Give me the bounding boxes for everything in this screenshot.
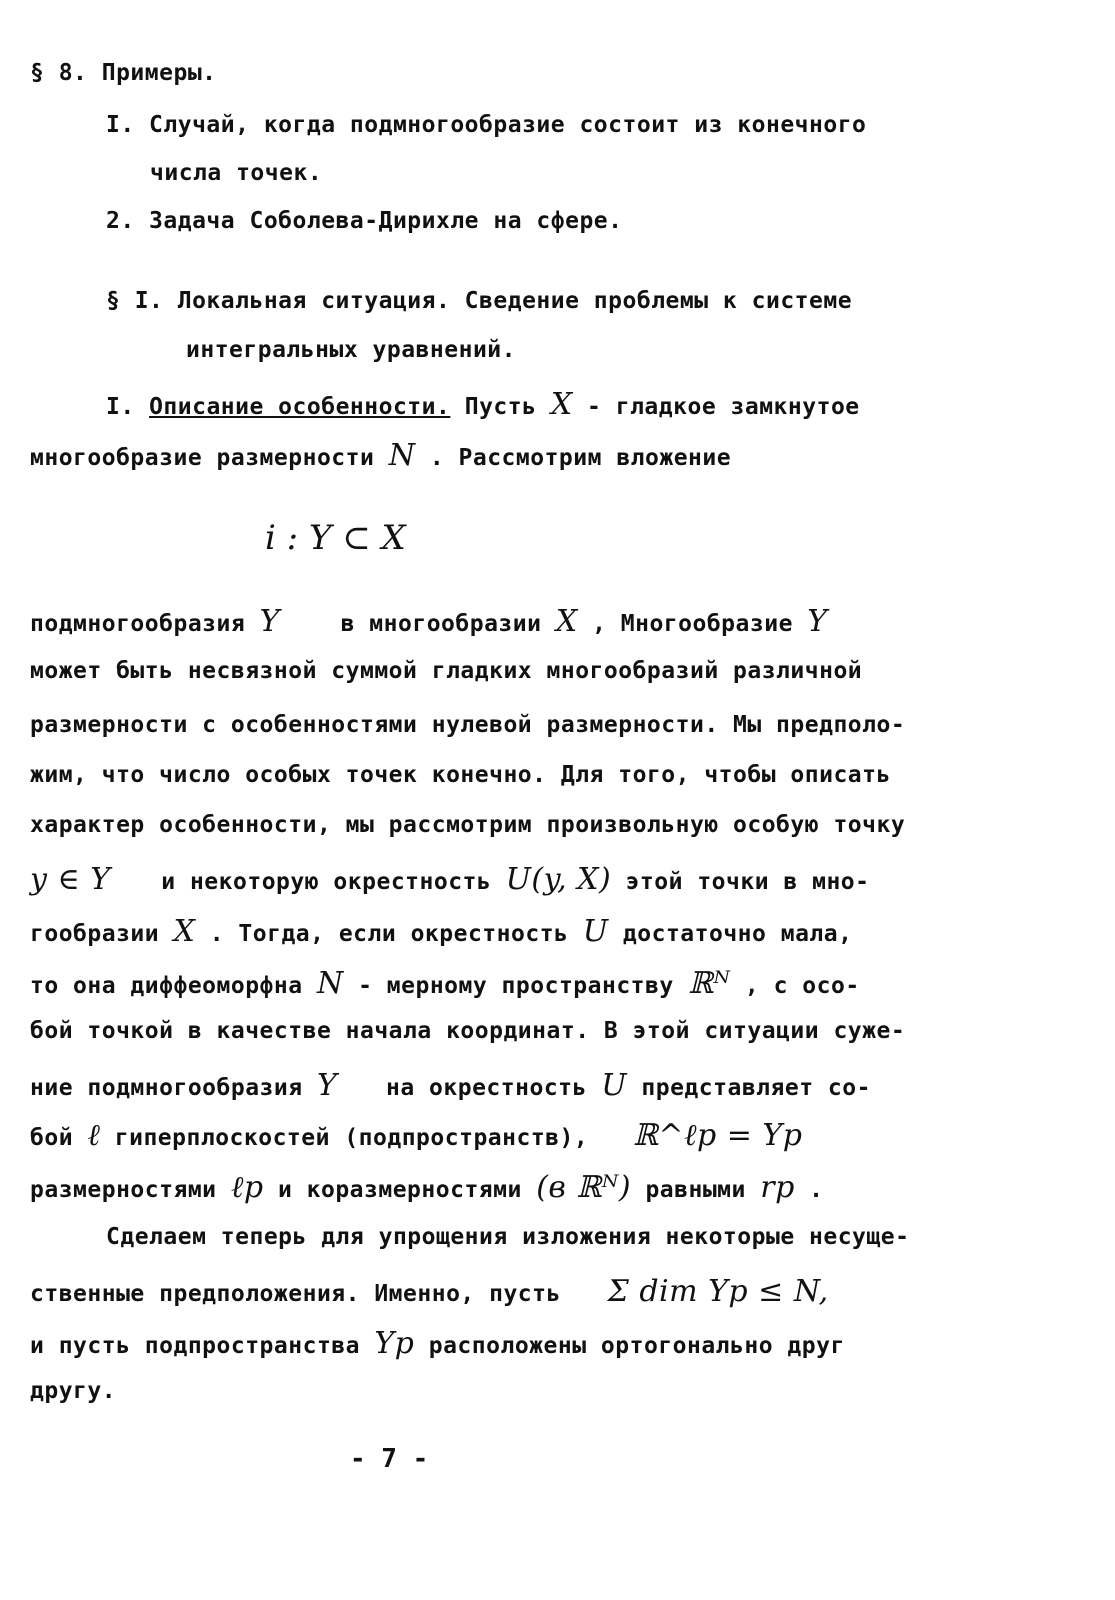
toc-item-1-continued: числа точек. xyxy=(150,160,323,186)
paragraph-1-line-3: подмногообразия Y в многообразии X , Многообразие Y xyxy=(30,604,828,639)
toc-heading: § 8. Примеры. xyxy=(30,60,217,86)
paragraph-1-line-11: бой точкой в качестве начала координат. В этой ситуации суже- xyxy=(30,1018,906,1044)
page-number: - 7 - xyxy=(350,1444,429,1474)
paragraph-1-line-7: характер особенности, мы рассмотрим произвольную особую точку xyxy=(30,812,906,838)
embedding-formula: i : Y ⊂ X xyxy=(265,518,406,558)
symbol-N: N xyxy=(388,438,416,473)
paragraph-1-line-13: бой ℓ гиперплоскостей (подпространств), ℝ^ℓp = Yp xyxy=(30,1118,803,1153)
subsection-title: Описание особенности. xyxy=(149,394,451,420)
paragraph-2-line-4: другу. xyxy=(30,1378,117,1404)
paragraph-1-line-8: y ∈ Y и некоторую окрестность U(y, X) этой точки в мно- xyxy=(30,862,870,897)
paragraph-2-line-2: ственные предположения. Именно, пусть Σ dim Yp ≤ N, xyxy=(30,1274,829,1309)
paragraph-2-line-3: и пусть подпространства Yp расположены ортогонально друг xyxy=(30,1326,845,1361)
paragraph-1-line-6: жим, что число особых точек конечно. Для того, чтобы описать xyxy=(30,762,891,788)
subsection-number: I. xyxy=(106,394,135,420)
paragraph-1-line-1: I. Описание особенности. Пусть X - гладкое замкнутое xyxy=(106,387,860,422)
paragraph-1-line-9: гообразии X . Тогда, если окрестность U достаточно мала, xyxy=(30,914,853,949)
paragraph-1-line-10: то она диффеоморфна N - мерному пространству ℝᴺ , с осо- xyxy=(30,966,860,1001)
paragraph-1-line-12: ние подмногообразия Y на окрестность U представляет со- xyxy=(30,1068,871,1103)
toc-item-2: 2. Задача Соболева-Дирихле на сфере. xyxy=(106,208,623,234)
dimension-condition: Σ dim Yp ≤ N, xyxy=(607,1274,829,1309)
paragraph-1-line-4: может быть несвязной суммой гладких многообразий различной xyxy=(30,658,863,684)
paragraph-1-line-5: размерности с особенностями нулевой размерности. Мы предполо- xyxy=(30,712,906,738)
paragraph-1-line-2: многообразие размерности N . Рассмотрим вложение xyxy=(30,438,732,473)
paragraph-1-line-14: размерностями ℓp и коразмерностями (в ℝᴺ) равными rp . xyxy=(30,1170,824,1205)
paragraph-2-line-1: Сделаем теперь для упрощения изложения некоторые несуще- xyxy=(106,1224,910,1250)
section-title-line-1: § I. Локальная ситуация. Сведение проблемы к системе xyxy=(106,288,853,314)
toc-item-1: I. Случай, когда подмногообразие состоит из конечного xyxy=(106,112,867,138)
section-title-line-2: интегральных уравнений. xyxy=(186,337,516,363)
symbol-X: X xyxy=(550,387,573,422)
